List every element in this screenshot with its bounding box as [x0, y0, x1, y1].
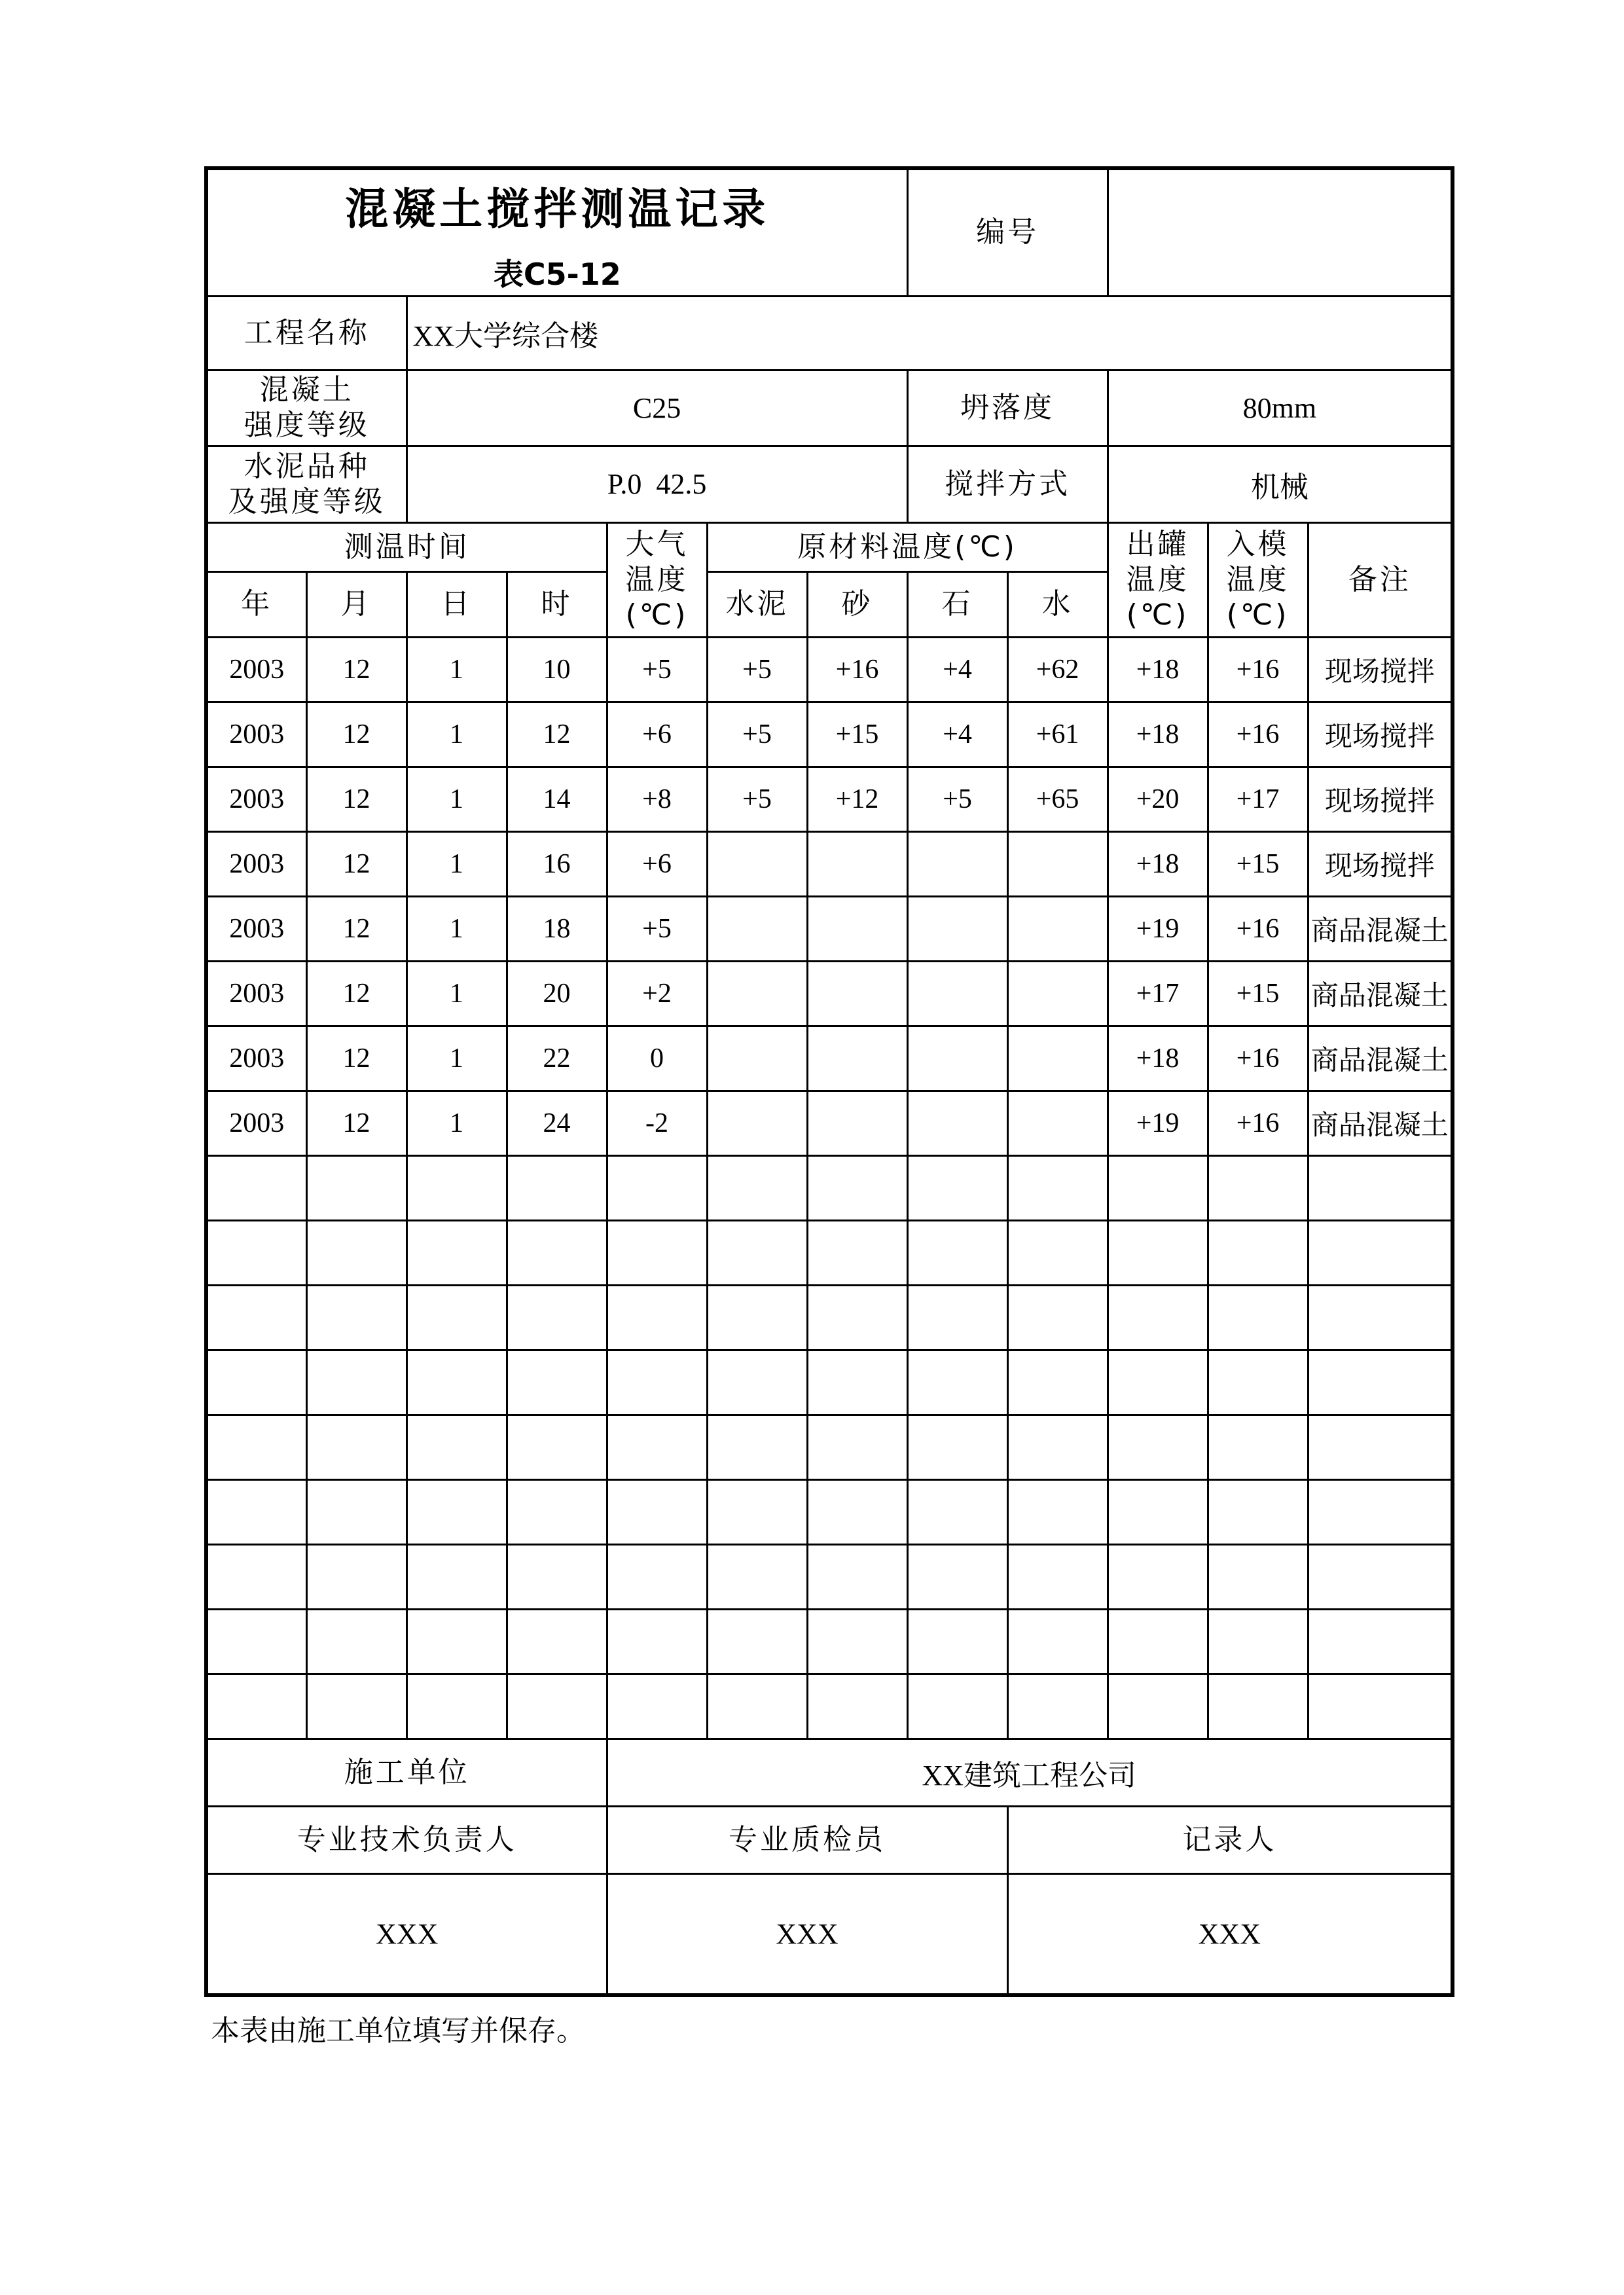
table-cell[interactable]: +17: [1208, 767, 1308, 831]
table-cell[interactable]: [206, 1544, 306, 1609]
table-row: [206, 1155, 1453, 1220]
air-temp-header-line1: 大气: [625, 527, 689, 561]
table-cell[interactable]: [807, 1285, 907, 1350]
table-cell[interactable]: 12: [306, 637, 406, 702]
table-cell[interactable]: [507, 1285, 607, 1350]
table-cell[interactable]: [206, 1350, 306, 1415]
table-cell[interactable]: [1007, 1026, 1108, 1091]
table-cell[interactable]: [306, 1220, 406, 1285]
table-cell[interactable]: [206, 1479, 306, 1544]
table-cell[interactable]: +16: [1208, 1026, 1308, 1091]
table-cell[interactable]: +62: [1007, 637, 1108, 702]
table-cell[interactable]: 1: [406, 831, 507, 896]
table-cell[interactable]: +6: [607, 702, 707, 767]
table-cell[interactable]: 20: [507, 961, 607, 1026]
stone-temp-header: 石: [907, 571, 1007, 637]
table-row: [206, 1609, 1453, 1674]
table-cell[interactable]: [1007, 1285, 1108, 1350]
temperature-records: [206, 637, 1453, 1739]
table-cell[interactable]: [807, 1674, 907, 1739]
mold-temp-header-line2: 温度: [1226, 562, 1290, 596]
table-row: [206, 1674, 1453, 1739]
table-cell[interactable]: 现场搅拌: [1308, 767, 1453, 831]
table-cell[interactable]: [306, 1544, 406, 1609]
table-cell[interactable]: [1208, 1674, 1308, 1739]
tank-temp-header: [1108, 522, 1208, 637]
table-row: [206, 702, 1453, 767]
table-cell[interactable]: [1007, 896, 1108, 961]
inspector-label: 专业质检员: [607, 1806, 1007, 1873]
table-cell[interactable]: +16: [1208, 896, 1308, 961]
table-cell[interactable]: [607, 1479, 707, 1544]
table-cell[interactable]: [206, 1415, 306, 1479]
strength-label-line1: 混凝土: [259, 373, 354, 407]
table-cell[interactable]: [1007, 1220, 1108, 1285]
table-cell[interactable]: [807, 831, 907, 896]
inspector-signature[interactable]: XXX: [607, 1873, 1007, 1995]
table-cell[interactable]: +15: [1208, 961, 1308, 1026]
cement-temp-header: 水泥: [707, 571, 807, 637]
table-cell[interactable]: [206, 1155, 306, 1220]
table-cell[interactable]: [306, 1609, 406, 1674]
table-cell[interactable]: +2: [607, 961, 707, 1026]
table-cell[interactable]: [406, 1285, 507, 1350]
table-cell[interactable]: +5: [707, 637, 807, 702]
table-cell[interactable]: +5: [707, 767, 807, 831]
table-cell[interactable]: [807, 1155, 907, 1220]
table-cell[interactable]: [707, 1155, 807, 1220]
table-cell[interactable]: 2003: [206, 1026, 306, 1091]
table-cell[interactable]: [907, 1220, 1007, 1285]
table-cell[interactable]: [1007, 1091, 1108, 1155]
table-cell[interactable]: [907, 1155, 1007, 1220]
table-cell[interactable]: 12: [306, 1026, 406, 1091]
table-row: [206, 1220, 1453, 1285]
table-cell[interactable]: 商品混凝土: [1308, 896, 1453, 961]
air-temp-header-line3: (℃): [625, 598, 689, 632]
strength-label-line2: 强度等级: [244, 408, 370, 442]
table-cell[interactable]: [406, 1479, 507, 1544]
table-cell[interactable]: [1208, 1415, 1308, 1479]
table-cell[interactable]: [507, 1220, 607, 1285]
table-cell[interactable]: [1108, 1609, 1208, 1674]
table-cell[interactable]: [306, 1674, 406, 1739]
table-cell[interactable]: [1007, 1479, 1108, 1544]
table-cell[interactable]: 12: [306, 896, 406, 961]
table-cell[interactable]: [1208, 1285, 1308, 1350]
table-cell[interactable]: 12: [306, 831, 406, 896]
table-cell[interactable]: 2003: [206, 1091, 306, 1155]
tech-lead-label: 专业技术负责人: [206, 1806, 607, 1873]
table-cell[interactable]: [206, 1220, 306, 1285]
table-cell[interactable]: +16: [1208, 702, 1308, 767]
table-cell[interactable]: [907, 1544, 1007, 1609]
table-cell[interactable]: [907, 1609, 1007, 1674]
table-cell[interactable]: 2003: [206, 961, 306, 1026]
table-cell[interactable]: [507, 1479, 607, 1544]
table-cell[interactable]: [1108, 1350, 1208, 1415]
table-cell[interactable]: [1308, 1220, 1453, 1285]
table-cell[interactable]: 1: [406, 896, 507, 961]
table-cell[interactable]: [1007, 1350, 1108, 1415]
mixing-label: 搅拌方式: [907, 446, 1108, 522]
table-cell[interactable]: [607, 1220, 707, 1285]
concrete-mixing-temperature-form: [204, 166, 1451, 1997]
table-cell[interactable]: 16: [507, 831, 607, 896]
table-cell[interactable]: [1108, 1155, 1208, 1220]
table-cell[interactable]: +18: [1108, 1026, 1208, 1091]
construction-unit-value[interactable]: XX建筑工程公司: [607, 1739, 1453, 1806]
table-cell[interactable]: [306, 1155, 406, 1220]
table-cell[interactable]: [907, 1674, 1007, 1739]
table-cell[interactable]: [507, 1415, 607, 1479]
table-cell[interactable]: [807, 1609, 907, 1674]
table-cell[interactable]: 12: [507, 702, 607, 767]
table-cell[interactable]: +8: [607, 767, 707, 831]
table-cell[interactable]: [607, 1285, 707, 1350]
table-cell[interactable]: [707, 1674, 807, 1739]
table-cell[interactable]: [807, 1544, 907, 1609]
table-cell[interactable]: [607, 1674, 707, 1739]
table-cell[interactable]: +4: [907, 702, 1007, 767]
table-cell[interactable]: 12: [306, 961, 406, 1026]
table-cell[interactable]: [907, 961, 1007, 1026]
strength-value[interactable]: C25: [406, 370, 907, 446]
table-cell[interactable]: 12: [306, 767, 406, 831]
air-temp-header-line2: 温度: [625, 562, 689, 596]
table-cell[interactable]: [206, 1609, 306, 1674]
table-cell[interactable]: [707, 1544, 807, 1609]
table-cell[interactable]: 2003: [206, 767, 306, 831]
table-row: [206, 637, 1453, 702]
hour-header: 时: [507, 571, 607, 637]
table-cell[interactable]: [807, 896, 907, 961]
table-cell[interactable]: [406, 1415, 507, 1479]
table-cell[interactable]: [1108, 1544, 1208, 1609]
table-cell[interactable]: +5: [607, 896, 707, 961]
table-cell[interactable]: +16: [1208, 637, 1308, 702]
number-value[interactable]: [1108, 168, 1453, 296]
table-row: [206, 831, 1453, 896]
table-cell[interactable]: [707, 1285, 807, 1350]
table-cell[interactable]: +15: [1208, 831, 1308, 896]
month-header: 月: [306, 571, 406, 637]
table-cell[interactable]: [306, 1285, 406, 1350]
table-cell[interactable]: [1007, 1415, 1108, 1479]
table-cell[interactable]: [1108, 1415, 1208, 1479]
table-cell[interactable]: 2003: [206, 831, 306, 896]
footnote: 本表由施工单位填写并保存。: [211, 2014, 585, 2048]
page-title: 混凝土搅拌测温记录: [345, 183, 770, 234]
table-cell[interactable]: [707, 1091, 807, 1155]
form-code: 表C5-12: [493, 256, 621, 292]
table-cell[interactable]: [807, 1091, 907, 1155]
table-cell[interactable]: [707, 896, 807, 961]
table-cell[interactable]: 2003: [206, 896, 306, 961]
table-cell[interactable]: +17: [1108, 961, 1208, 1026]
tank-temp-header-line2: 温度: [1126, 562, 1189, 596]
table-cell[interactable]: [807, 1220, 907, 1285]
table-cell[interactable]: 2003: [206, 702, 306, 767]
table-cell[interactable]: 现场搅拌: [1308, 831, 1453, 896]
table-cell[interactable]: [1007, 831, 1108, 896]
table-cell[interactable]: [406, 1155, 507, 1220]
table-cell[interactable]: [1208, 1350, 1308, 1415]
table-cell[interactable]: [1208, 1220, 1308, 1285]
table-cell[interactable]: [1308, 1609, 1453, 1674]
table-cell[interactable]: [1007, 961, 1108, 1026]
cement-label-line1: 水泥品种: [244, 449, 370, 483]
table-cell[interactable]: [1007, 1544, 1108, 1609]
table-row: [206, 1285, 1453, 1350]
table-cell[interactable]: [907, 1285, 1007, 1350]
table-cell[interactable]: 1: [406, 961, 507, 1026]
sand-temp-header: 砂: [807, 571, 907, 637]
number-label: 编号: [907, 168, 1108, 296]
project-value[interactable]: XX大学综合楼: [406, 296, 1453, 370]
table-row: [206, 1350, 1453, 1415]
table-cell[interactable]: [406, 1544, 507, 1609]
table-cell[interactable]: [507, 1609, 607, 1674]
table-cell[interactable]: +65: [1007, 767, 1108, 831]
table-cell[interactable]: [1108, 1479, 1208, 1544]
table-cell[interactable]: [1208, 1479, 1308, 1544]
table-cell[interactable]: [707, 1026, 807, 1091]
mold-temp-header-line3: (℃): [1226, 598, 1290, 632]
table-cell[interactable]: +18: [1108, 831, 1208, 896]
table-cell[interactable]: [1308, 1479, 1453, 1544]
table-cell[interactable]: [807, 1479, 907, 1544]
table-cell[interactable]: [1208, 1155, 1308, 1220]
tech-lead-signature[interactable]: XXX: [206, 1873, 607, 1995]
table-cell[interactable]: +19: [1108, 1091, 1208, 1155]
table-cell[interactable]: [1308, 1415, 1453, 1479]
table-row: [206, 1544, 1453, 1609]
table-cell[interactable]: [807, 1415, 907, 1479]
table-cell[interactable]: [1308, 1285, 1453, 1350]
cement-label-line2: 及强度等级: [228, 484, 386, 518]
table-cell[interactable]: [707, 1415, 807, 1479]
tank-temp-header-line3: (℃): [1126, 598, 1189, 632]
table-cell[interactable]: [607, 1155, 707, 1220]
slump-label: 坍落度: [907, 370, 1108, 446]
table-cell[interactable]: [507, 1155, 607, 1220]
table-cell[interactable]: [707, 961, 807, 1026]
table-cell[interactable]: [907, 1415, 1007, 1479]
table-cell[interactable]: [707, 1479, 807, 1544]
table-cell[interactable]: [807, 961, 907, 1026]
recorder-label: 记录人: [1007, 1806, 1453, 1873]
table-cell[interactable]: +19: [1108, 896, 1208, 961]
recorder-signature[interactable]: XXX: [1007, 1873, 1453, 1995]
table-row: [206, 1415, 1453, 1479]
table-cell[interactable]: +18: [1108, 702, 1208, 767]
time-group-header: 测温时间: [206, 522, 607, 571]
table-cell[interactable]: -2: [607, 1091, 707, 1155]
table-cell[interactable]: [1308, 1350, 1453, 1415]
table-cell[interactable]: 14: [507, 767, 607, 831]
table-row: [206, 1479, 1453, 1544]
table-cell[interactable]: 24: [507, 1091, 607, 1155]
table-cell[interactable]: [607, 1350, 707, 1415]
table-cell[interactable]: [206, 1674, 306, 1739]
project-label: 工程名称: [206, 296, 406, 370]
table-cell[interactable]: 1: [406, 1026, 507, 1091]
mold-temp-header: [1208, 522, 1308, 637]
table-cell[interactable]: [306, 1479, 406, 1544]
construction-unit-label: 施工单位: [206, 1739, 607, 1806]
table-cell[interactable]: 22: [507, 1026, 607, 1091]
table-cell[interactable]: 1: [406, 767, 507, 831]
table-cell[interactable]: [1308, 1674, 1453, 1739]
table-cell[interactable]: +5: [707, 702, 807, 767]
day-header: 日: [406, 571, 507, 637]
table-cell[interactable]: +6: [607, 831, 707, 896]
table-cell[interactable]: [507, 1350, 607, 1415]
table-cell[interactable]: [306, 1415, 406, 1479]
table-cell[interactable]: 商品混凝土: [1308, 1026, 1453, 1091]
table-cell[interactable]: 现场搅拌: [1308, 702, 1453, 767]
table-cell[interactable]: [707, 1350, 807, 1415]
mixing-value[interactable]: 机械: [1108, 446, 1453, 522]
table-row: [206, 1026, 1453, 1091]
table-cell[interactable]: [406, 1674, 507, 1739]
table-cell[interactable]: 1: [406, 702, 507, 767]
table-cell[interactable]: [707, 831, 807, 896]
form-table: [204, 166, 1454, 1997]
table-cell[interactable]: +20: [1108, 767, 1208, 831]
slump-value[interactable]: 80mm: [1108, 370, 1453, 446]
table-cell[interactable]: 商品混凝土: [1308, 961, 1453, 1026]
title-cell: [206, 168, 907, 296]
table-cell[interactable]: +16: [807, 637, 907, 702]
table-cell[interactable]: [406, 1220, 507, 1285]
table-cell[interactable]: [1308, 1155, 1453, 1220]
table-cell[interactable]: [206, 1285, 306, 1350]
table-cell[interactable]: [907, 1091, 1007, 1155]
tank-temp-header-line1: 出罐: [1126, 527, 1189, 561]
table-cell[interactable]: 12: [306, 1091, 406, 1155]
table-cell[interactable]: [406, 1609, 507, 1674]
table-cell[interactable]: [707, 1220, 807, 1285]
table-cell[interactable]: 1: [406, 1091, 507, 1155]
table-row: [206, 961, 1453, 1026]
table-cell[interactable]: 现场搅拌: [1308, 637, 1453, 702]
table-cell[interactable]: +16: [1208, 1091, 1308, 1155]
table-cell[interactable]: [907, 831, 1007, 896]
table-cell[interactable]: +15: [807, 702, 907, 767]
table-cell[interactable]: [507, 1674, 607, 1739]
cement-value[interactable]: P.0 42.5: [406, 446, 907, 522]
table-cell[interactable]: +4: [907, 637, 1007, 702]
table-cell[interactable]: 0: [607, 1026, 707, 1091]
table-cell[interactable]: [907, 896, 1007, 961]
table-cell[interactable]: 商品混凝土: [1308, 1091, 1453, 1155]
table-cell[interactable]: [1007, 1674, 1108, 1739]
table-cell[interactable]: [607, 1544, 707, 1609]
table-cell[interactable]: [607, 1609, 707, 1674]
table-cell[interactable]: 1: [406, 637, 507, 702]
strength-label: [206, 370, 406, 446]
table-cell[interactable]: [1007, 1155, 1108, 1220]
table-cell[interactable]: +61: [1007, 702, 1108, 767]
table-row: [206, 896, 1453, 961]
water-temp-header: 水: [1007, 571, 1108, 637]
table-cell[interactable]: [1308, 1544, 1453, 1609]
table-cell[interactable]: +5: [607, 637, 707, 702]
table-row: [206, 767, 1453, 831]
table-cell[interactable]: [807, 1350, 907, 1415]
table-cell[interactable]: 10: [507, 637, 607, 702]
table-cell[interactable]: [907, 1350, 1007, 1415]
table-cell[interactable]: [306, 1350, 406, 1415]
air-temp-header: [607, 522, 707, 637]
table-cell[interactable]: +18: [1108, 637, 1208, 702]
year-header: 年: [206, 571, 306, 637]
table-cell[interactable]: [607, 1415, 707, 1479]
table-cell[interactable]: [907, 1479, 1007, 1544]
table-cell[interactable]: 2003: [206, 637, 306, 702]
table-cell[interactable]: [907, 1026, 1007, 1091]
cement-label: [206, 446, 406, 522]
table-cell[interactable]: [1108, 1285, 1208, 1350]
mold-temp-header-line1: 入模: [1226, 527, 1290, 561]
table-cell[interactable]: [1208, 1544, 1308, 1609]
table-cell[interactable]: [507, 1544, 607, 1609]
table-cell[interactable]: [707, 1609, 807, 1674]
table-cell[interactable]: [1108, 1220, 1208, 1285]
raw-material-group-header: 原材料温度(℃): [707, 522, 1108, 571]
table-cell[interactable]: [406, 1350, 507, 1415]
table-cell[interactable]: [1208, 1609, 1308, 1674]
table-cell[interactable]: 18: [507, 896, 607, 961]
table-cell[interactable]: [807, 1026, 907, 1091]
table-cell[interactable]: +12: [807, 767, 907, 831]
note-header: 备注: [1308, 522, 1453, 637]
table-row: [206, 1091, 1453, 1155]
table-cell[interactable]: 12: [306, 702, 406, 767]
table-cell[interactable]: +5: [907, 767, 1007, 831]
table-cell[interactable]: [1007, 1609, 1108, 1674]
table-cell[interactable]: [1108, 1674, 1208, 1739]
